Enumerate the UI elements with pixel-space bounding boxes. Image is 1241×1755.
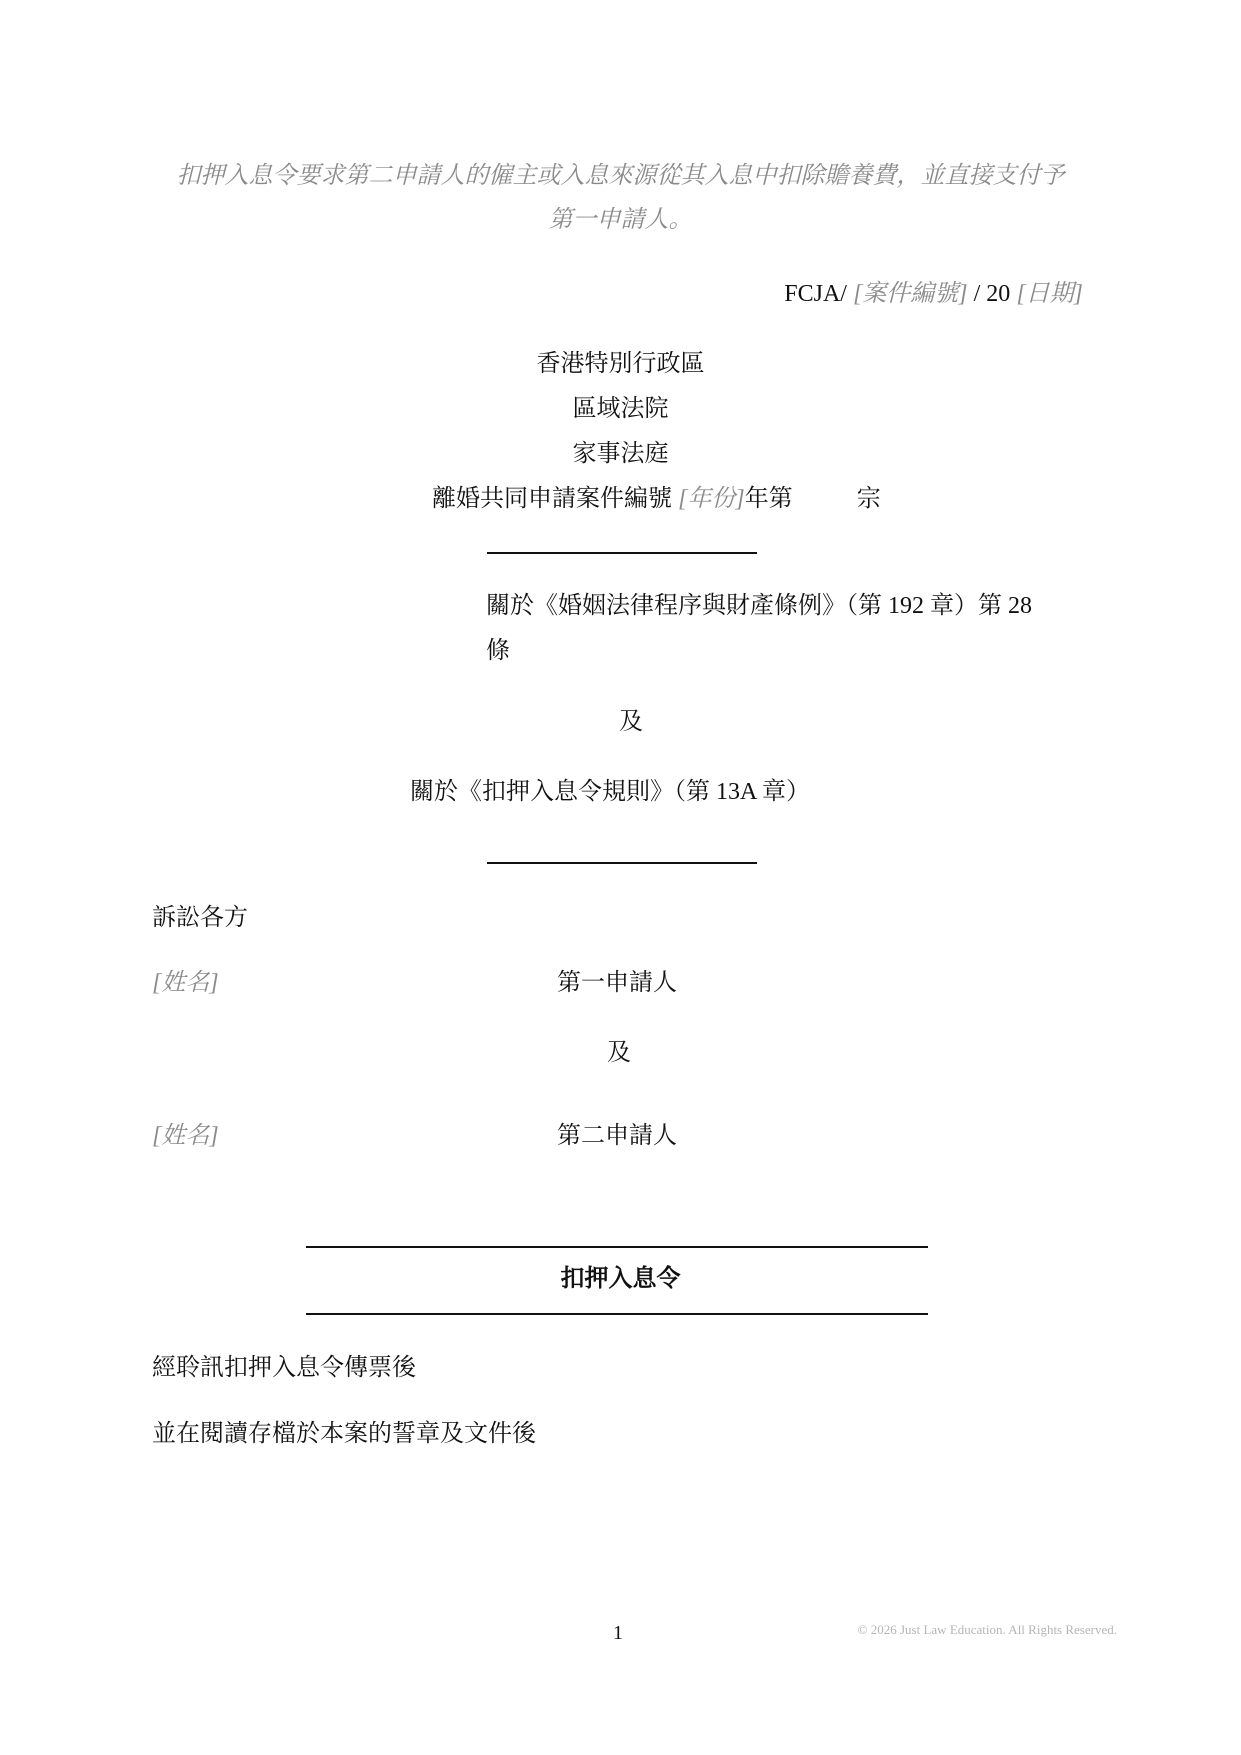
first-applicant-role: 第一申請人 bbox=[557, 970, 677, 996]
order-title: 扣押入息令 bbox=[560, 1266, 681, 1292]
year-suffix: 年第 bbox=[744, 486, 793, 512]
court-jurisdiction: 香港特別行政區 bbox=[536, 351, 705, 377]
page-number: 1 bbox=[613, 1622, 623, 1644]
second-applicant-name-placeholder: [姓名] bbox=[152, 1123, 219, 1149]
divider bbox=[487, 862, 757, 864]
rules-reference: 關於《扣押入息令規則》（第 13A 章） bbox=[410, 779, 811, 805]
ordinance-reference-line-2: 條 bbox=[486, 638, 510, 664]
title-bottom-rule bbox=[306, 1313, 928, 1315]
date-placeholder: [日期] bbox=[1016, 281, 1083, 307]
copyright-notice: © 2026 Just Law Education. All Rights Reserved. bbox=[857, 1622, 1117, 1637]
ordinance-reference-line-1: 關於《婚姻法律程序與財產條例》（第 192 章）第 28 bbox=[486, 593, 1032, 619]
second-applicant-role: 第二申請人 bbox=[557, 1123, 677, 1149]
title-top-rule bbox=[306, 1246, 928, 1248]
court-division: 家事法庭 bbox=[572, 441, 669, 467]
instruction-line-1: 扣押入息令要求第二申請人的僱主或入息來源從其入息中扣除贍養費，並直接支付予 bbox=[176, 163, 1065, 189]
first-applicant-name-placeholder: [姓名] bbox=[152, 970, 219, 996]
recital-line-1: 經聆訊扣押入息令傳票後 bbox=[152, 1355, 416, 1381]
parties-heading: 訴訟各方 bbox=[152, 905, 248, 931]
divider bbox=[487, 552, 757, 554]
court-name: 區域法院 bbox=[572, 396, 669, 422]
instruction-line-2: 第一申請人。 bbox=[548, 207, 693, 233]
parties-conjunction-and: 及 bbox=[607, 1040, 631, 1066]
case-suffix: 宗 bbox=[856, 486, 881, 512]
recital-line-2: 並在閱讀存檔於本案的誓章及文件後 bbox=[152, 1421, 536, 1447]
case-number-placeholder: [案件編號] bbox=[852, 281, 968, 307]
case-number-line bbox=[432, 483, 881, 515]
case-ref-prefix: FCJA/ bbox=[784, 281, 847, 307]
year-placeholder: [年份] bbox=[678, 486, 745, 512]
conjunction-and: 及 bbox=[619, 709, 643, 735]
case-reference bbox=[784, 278, 1083, 310]
case-number-label: 離婚共同申請案件編號 bbox=[432, 486, 672, 512]
case-ref-middle: / 20 bbox=[973, 281, 1011, 307]
